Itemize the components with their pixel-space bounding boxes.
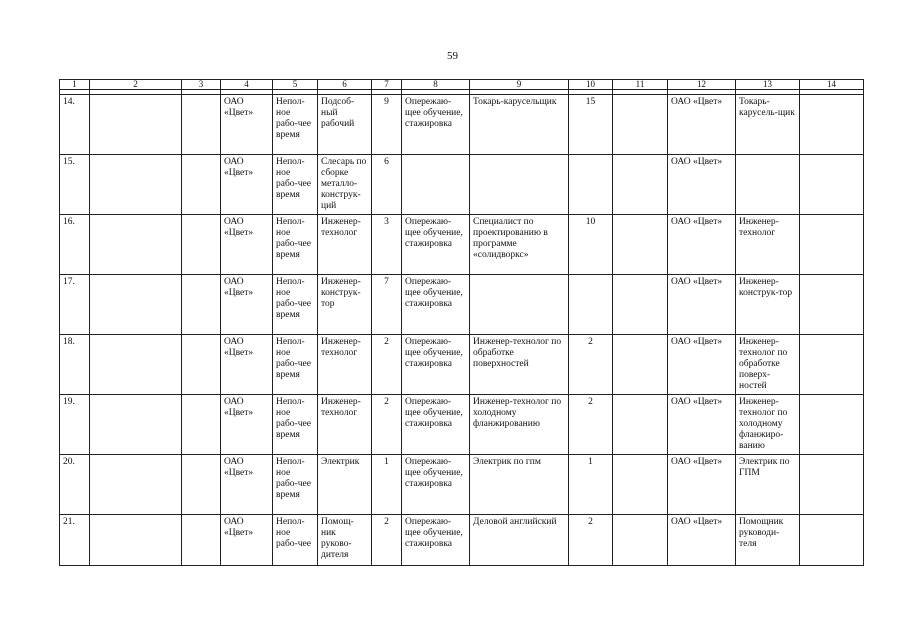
row-number: 18. <box>60 335 90 395</box>
cell-col14 <box>800 455 864 515</box>
target-position: Электрик по ГПМ <box>736 455 800 515</box>
cell-col3 <box>182 95 221 155</box>
column-header-5: 5 <box>273 80 318 90</box>
target-position: Инженер-технолог по холодному фланжиро-ванию <box>736 395 800 455</box>
work-mode: Непол-ное рабо-чее время <box>273 95 318 155</box>
cell-col11 <box>613 275 668 335</box>
organization: ОАО «Цвет» <box>221 95 273 155</box>
cell-col11 <box>613 455 668 515</box>
work-mode: Непол-ное рабо-чее <box>273 515 318 566</box>
target-position: Инженер-конструк-тор <box>736 275 800 335</box>
document-table <box>59 79 864 566</box>
hours: 2 <box>569 335 613 395</box>
program <box>470 155 569 215</box>
profession: Инженер-технолог <box>318 395 372 455</box>
employer: ОАО «Цвет» <box>668 215 736 275</box>
target-position: Помощник руководи-теля <box>736 515 800 566</box>
cell-col14 <box>800 515 864 566</box>
employer: ОАО «Цвет» <box>668 95 736 155</box>
table-row <box>60 395 864 455</box>
training-form: Опережаю-щее обучение, стажировка <box>402 515 470 566</box>
table-body <box>60 80 864 566</box>
column-header-10: 10 <box>569 80 613 90</box>
table-row <box>60 335 864 395</box>
cell-col3 <box>182 215 221 275</box>
profession: Помощ-ник руково-дителя <box>318 515 372 566</box>
employer: ОАО «Цвет» <box>668 335 736 395</box>
work-mode: Непол-ное рабо-чее время <box>273 395 318 455</box>
count: 9 <box>372 95 402 155</box>
column-header-11: 11 <box>613 80 668 90</box>
count: 6 <box>372 155 402 215</box>
profession: Инженер-технолог <box>318 215 372 275</box>
cell-col14 <box>800 155 864 215</box>
employer: ОАО «Цвет» <box>668 455 736 515</box>
table-row <box>60 155 864 215</box>
cell-col3 <box>182 335 221 395</box>
cell-col2 <box>90 215 182 275</box>
column-header-7: 7 <box>372 80 402 90</box>
cell-col11 <box>613 335 668 395</box>
program: Инженер-технолог по холодному фланжированию <box>470 395 569 455</box>
organization: ОАО «Цвет» <box>221 515 273 566</box>
column-header-9: 9 <box>470 80 569 90</box>
cell-col2 <box>90 95 182 155</box>
program: Инженер-технолог по обработке поверхностей <box>470 335 569 395</box>
cell-col11 <box>613 95 668 155</box>
column-header-13: 13 <box>736 80 800 90</box>
profession: Инженер-технолог <box>318 335 372 395</box>
program <box>470 275 569 335</box>
organization: ОАО «Цвет» <box>221 275 273 335</box>
row-number: 14. <box>60 95 90 155</box>
column-header-8: 8 <box>402 80 470 90</box>
column-number-row <box>60 80 864 90</box>
target-position: Токарь-карусель-щик <box>736 95 800 155</box>
profession: Подсоб-ный рабочий <box>318 95 372 155</box>
cell-col2 <box>90 335 182 395</box>
work-mode: Непол-ное рабо-чее время <box>273 275 318 335</box>
program: Специалист по проектированию в программе «солидворкс» <box>470 215 569 275</box>
employer: ОАО «Цвет» <box>668 515 736 566</box>
cell-col2 <box>90 515 182 566</box>
training-form: Опережаю-щее обучение, стажировка <box>402 335 470 395</box>
hours: 15 <box>569 95 613 155</box>
cell-col11 <box>613 155 668 215</box>
row-number: 21. <box>60 515 90 566</box>
target-position <box>736 155 800 215</box>
table-row <box>60 515 864 566</box>
row-number: 19. <box>60 395 90 455</box>
cell-col14 <box>800 215 864 275</box>
cell-col11 <box>613 515 668 566</box>
work-mode: Непол-ное рабо-чее время <box>273 215 318 275</box>
count: 1 <box>372 455 402 515</box>
training-form: Опережаю-щее обучение, стажировка <box>402 95 470 155</box>
column-header-1: 1 <box>60 80 90 90</box>
hours: 2 <box>569 515 613 566</box>
target-position: Инженер-технолог <box>736 215 800 275</box>
work-mode: Непол-ное рабо-чее время <box>273 335 318 395</box>
column-header-3: 3 <box>182 80 221 90</box>
profession: Инженер-конструк-тор <box>318 275 372 335</box>
page-number: 59 <box>447 50 458 62</box>
employer: ОАО «Цвет» <box>668 275 736 335</box>
cell-col11 <box>613 395 668 455</box>
row-number: 17. <box>60 275 90 335</box>
column-header-6: 6 <box>318 80 372 90</box>
profession: Слесарь по сборке металло-конструк-ций <box>318 155 372 215</box>
cell-col3 <box>182 455 221 515</box>
row-number: 20. <box>60 455 90 515</box>
cell-col3 <box>182 395 221 455</box>
column-header-4: 4 <box>221 80 273 90</box>
program: Токарь-карусельщик <box>470 95 569 155</box>
work-mode: Непол-ное рабо-чее время <box>273 455 318 515</box>
hours: 10 <box>569 215 613 275</box>
cell-col2 <box>90 455 182 515</box>
table-row <box>60 215 864 275</box>
count: 2 <box>372 515 402 566</box>
organization: ОАО «Цвет» <box>221 155 273 215</box>
count: 2 <box>372 335 402 395</box>
column-header-12: 12 <box>668 80 736 90</box>
hours: 2 <box>569 395 613 455</box>
table-row <box>60 455 864 515</box>
organization: ОАО «Цвет» <box>221 455 273 515</box>
employer: ОАО «Цвет» <box>668 155 736 215</box>
cell-col14 <box>800 395 864 455</box>
organization: ОАО «Цвет» <box>221 215 273 275</box>
organization: ОАО «Цвет» <box>221 395 273 455</box>
table-row <box>60 95 864 155</box>
row-number: 16. <box>60 215 90 275</box>
work-mode: Непол-ное рабо-чее время <box>273 155 318 215</box>
training-form: Опережаю-щее обучение, стажировка <box>402 275 470 335</box>
hours <box>569 275 613 335</box>
table-row <box>60 275 864 335</box>
training-form: Опережаю-щее обучение, стажировка <box>402 215 470 275</box>
training-form: Опережаю-щее обучение, стажировка <box>402 455 470 515</box>
hours: 1 <box>569 455 613 515</box>
training-form <box>402 155 470 215</box>
program: Электрик по гпм <box>470 455 569 515</box>
row-number: 15. <box>60 155 90 215</box>
cell-col11 <box>613 215 668 275</box>
organization: ОАО «Цвет» <box>221 335 273 395</box>
cell-col3 <box>182 275 221 335</box>
cell-col2 <box>90 155 182 215</box>
program: Деловой английский <box>470 515 569 566</box>
employer: ОАО «Цвет» <box>668 395 736 455</box>
count: 2 <box>372 395 402 455</box>
cell-col14 <box>800 275 864 335</box>
training-form: Опережаю-щее обучение, стажировка <box>402 395 470 455</box>
cell-col3 <box>182 515 221 566</box>
column-header-2: 2 <box>90 80 182 90</box>
cell-col14 <box>800 335 864 395</box>
cell-col14 <box>800 95 864 155</box>
hours <box>569 155 613 215</box>
target-position: Инженер-технолог по обработке поверх-ностей <box>736 335 800 395</box>
cell-col2 <box>90 275 182 335</box>
count: 3 <box>372 215 402 275</box>
column-header-14: 14 <box>800 80 864 90</box>
count: 7 <box>372 275 402 335</box>
cell-col3 <box>182 155 221 215</box>
profession: Электрик <box>318 455 372 515</box>
cell-col2 <box>90 395 182 455</box>
